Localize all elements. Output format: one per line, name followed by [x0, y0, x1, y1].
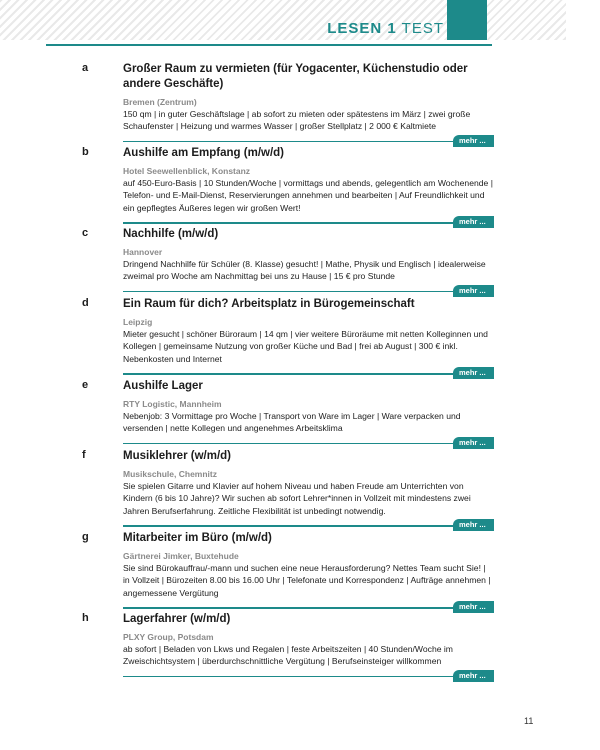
ad-source: Gärtnerei Jimker, Buxtehude — [123, 551, 239, 561]
ad-footer — [92, 366, 494, 378]
more-button[interactable]: mehr ... — [453, 601, 494, 613]
ad-letter: a — [82, 62, 89, 74]
ad-title: Großer Raum zu vermieten (für Yogacenter, Küchenstudio oder andere Geschäfte) — [123, 63, 468, 90]
ad-divider — [123, 222, 494, 223]
ad-letter: c — [82, 227, 89, 239]
more-button[interactable]: mehr ... — [453, 285, 494, 297]
more-button[interactable]: mehr ... — [453, 519, 494, 531]
ad-a — [82, 62, 494, 146]
ad-letter: f — [82, 449, 86, 461]
ad-e — [82, 379, 494, 448]
ad-divider — [123, 525, 494, 526]
ad-divider — [123, 676, 494, 677]
ad-divider — [123, 443, 494, 444]
ad-letter: g — [82, 531, 89, 543]
ad-source: Musikschule, Chemnitz — [123, 469, 217, 479]
more-button[interactable]: mehr ... — [453, 437, 494, 449]
ad-footer — [92, 518, 494, 530]
ad-f — [82, 449, 494, 530]
ad-footer — [92, 600, 494, 612]
ad-c — [82, 227, 494, 296]
header-accent-block — [447, 0, 487, 40]
header-divider — [46, 44, 492, 46]
ad-letter: e — [82, 379, 89, 391]
ad-divider — [123, 141, 494, 142]
ad-source: Bremen (Zentrum) — [123, 97, 197, 107]
more-button[interactable]: mehr ... — [453, 670, 494, 682]
ad-source: PLXY Group, Potsdam — [123, 632, 214, 642]
ad-footer — [92, 134, 494, 146]
ad-h — [82, 612, 494, 681]
ad-source: Hannover — [123, 247, 163, 257]
ad-letter: b — [82, 146, 89, 158]
ad-b — [82, 146, 494, 227]
ad-body: auf 450-Euro-Basis | 10 Stunden/Woche | vormittags und abends, gelegentlich am Wochenende | Telefon- und E-Mail-Dienst, Reservierungen annehmen und bearbeiten | Auf Freundlichkeit und ein gepflegtes Äußeres legen wir großen Wert! — [123, 178, 493, 213]
ad-footer — [92, 284, 494, 296]
ad-source: Hotel Seewellenblick, Konstanz — [123, 166, 251, 176]
ad-divider — [123, 373, 494, 374]
header-title-light: TEST — [401, 20, 444, 37]
ad-body: Mieter gesucht | schöner Büroraum | 14 qm | vier weitere Büroräume mit netten Kolleginnen und Kollegen | gemeinsame Nutzung von großer Küche und Bad | frei ab August | 300 € inkl. Nebenkosten und Internet — [123, 329, 488, 364]
ad-body: Dringend Nachhilfe für Schüler (8. Klasse) gesucht! | Mathe, Physik und Englisch | idealerweise zweimal pro Woche am Nachmittag bei uns zu Hause | 15 € pro Stunde — [123, 259, 486, 282]
ad-body: 150 qm | in guter Geschäftslage | ab sofort zu mieten oder spätestens im März | zwei große Schaufenster | Heizung und warmes Wasser | großer Stellplatz | 2 000 € Kaltmiete — [123, 109, 471, 132]
ad-source: RTY Logistic, Mannheim — [123, 399, 222, 409]
ad-title: Musiklehrer (w/m/d) — [123, 450, 231, 462]
ad-title: Aushilfe Lager — [123, 380, 203, 392]
ad-body: Nebenjob: 3 Vormittage pro Woche | Transport von Ware im Lager | Ware verpacken und versenden | nette Kollegen und angenehmes Arbeitsklima — [123, 411, 461, 434]
more-button[interactable]: mehr ... — [453, 135, 494, 147]
ad-body: Sie spielen Gitarre und Klavier auf hohem Niveau und haben Freude am Unterrichten von Kindern (6 bis 10 Jahre)? Wir suchen ab sofort Lehrer*innen in Vollzeit mit mindestens zwei Jahren Berufserfahrung. Zeitliche Flexibilität ist unbedingt notwendig. — [123, 481, 471, 516]
ad-body: Sie sind Bürokauffrau/-mann und suchen eine neue Herausforderung? Nettes Team sucht Sie! | in Vollzeit | Bürozeiten 8.00 bis 16.00 Uhr | Telefonate und Korrespondenz | Aufträge annehmen | angemessene Vergütung — [123, 563, 491, 598]
page-number: 11 — [524, 716, 534, 726]
ad-title: Ein Raum für dich? Arbeitsplatz in Bürogemeinschaft — [123, 298, 415, 310]
ad-body: ab sofort | Beladen von Lkws und Regalen | feste Arbeitszeiten | 40 Stunden/Woche im Zweischichtsystem | überdurchschnittliche Vergütung | Berufseinsteiger willkommen — [123, 644, 453, 667]
more-button[interactable]: mehr ... — [453, 216, 494, 228]
ad-footer — [92, 669, 494, 681]
ad-footer — [92, 436, 494, 448]
ad-divider — [123, 607, 494, 608]
ad-letter: d — [82, 297, 89, 309]
ad-d — [82, 297, 494, 378]
ad-source: Leipzig — [123, 317, 153, 327]
ad-title: Lagerfahrer (w/m/d) — [123, 613, 231, 625]
ad-g — [82, 531, 494, 612]
page-header-title — [327, 20, 444, 37]
ad-title: Nachhilfe (m/w/d) — [123, 228, 219, 240]
ad-title: Aushilfe am Empfang (m/w/d) — [123, 147, 285, 159]
header-title-bold: LESEN 1 — [327, 20, 397, 37]
more-button[interactable]: mehr ... — [453, 367, 494, 379]
ad-letter: h — [82, 612, 89, 624]
ad-title: Mitarbeiter im Büro (m/w/d) — [123, 532, 272, 544]
ad-divider — [123, 291, 494, 292]
ad-footer — [92, 215, 494, 227]
